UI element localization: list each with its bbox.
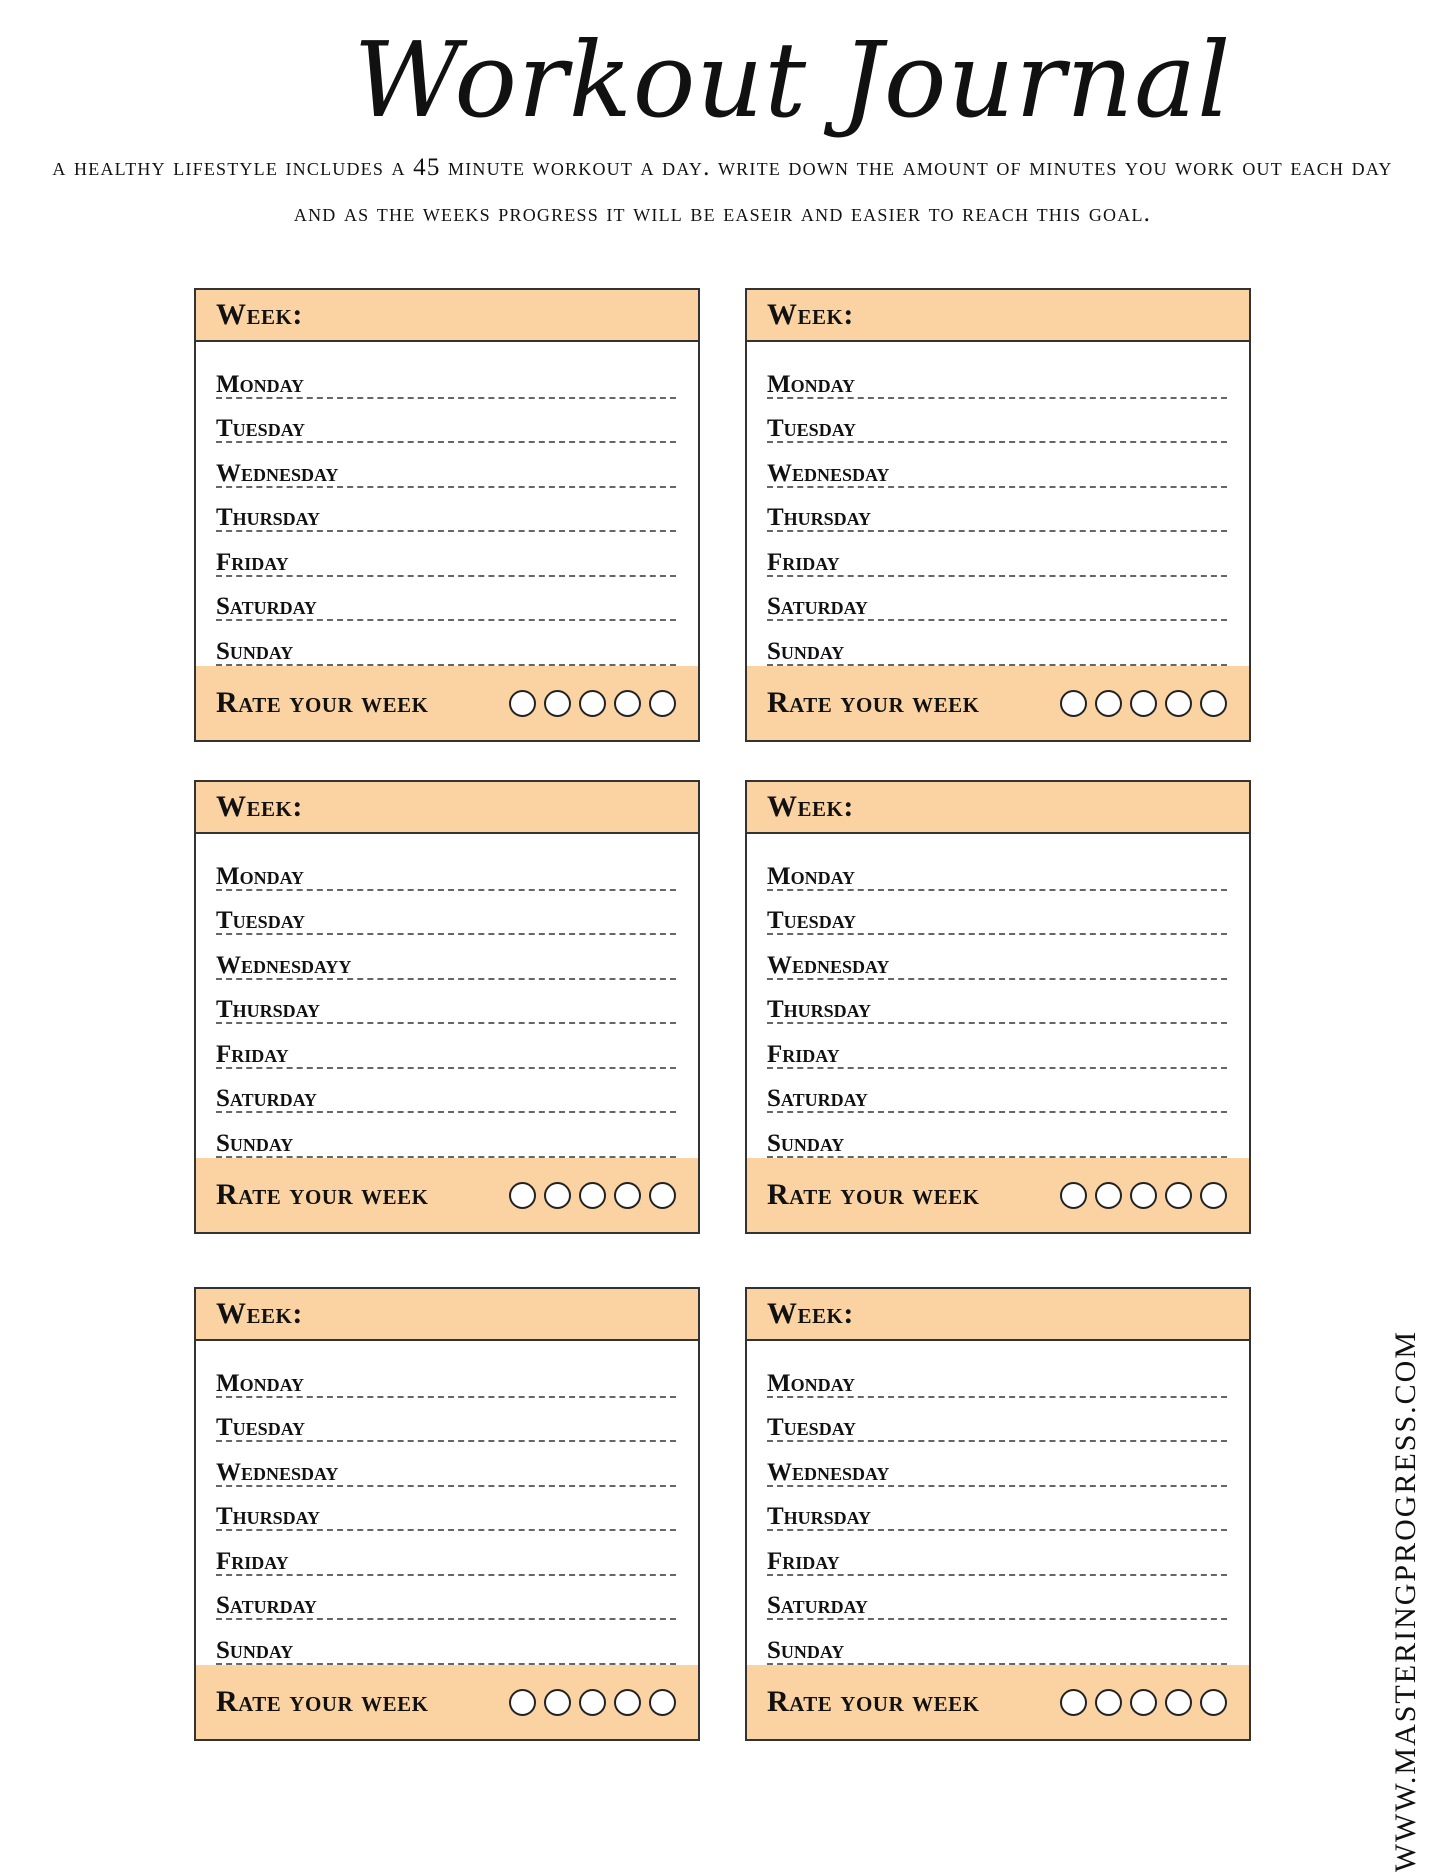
day-label: Tuesday bbox=[767, 907, 857, 934]
day-list bbox=[196, 342, 698, 666]
week-card bbox=[194, 780, 700, 1234]
day-label: Saturday bbox=[767, 1592, 868, 1619]
day-label: Wednesday bbox=[767, 951, 890, 979]
day-label: Tuesday bbox=[767, 1414, 857, 1441]
day-label: Wednesday bbox=[767, 1458, 890, 1486]
rating-circles bbox=[509, 1182, 676, 1209]
day-line[interactable] bbox=[767, 1487, 1227, 1532]
day-label: Sunday bbox=[767, 637, 845, 665]
rating-circle[interactable] bbox=[1060, 1182, 1087, 1209]
rate-label: Rate your week bbox=[216, 1685, 429, 1718]
rate-label: Rate your week bbox=[216, 1178, 429, 1211]
rating-circle[interactable] bbox=[649, 1182, 676, 1209]
day-label: Saturday bbox=[767, 1085, 868, 1112]
day-list bbox=[747, 342, 1249, 666]
rating-circle[interactable] bbox=[614, 1689, 641, 1716]
day-label: Sunday bbox=[216, 1129, 294, 1157]
day-line[interactable] bbox=[216, 1353, 676, 1398]
day-label: Wednesday bbox=[216, 1458, 339, 1486]
day-line[interactable] bbox=[216, 532, 676, 577]
rating-circle[interactable] bbox=[1095, 1689, 1122, 1716]
rating-circle[interactable] bbox=[579, 1182, 606, 1209]
day-line[interactable] bbox=[767, 980, 1227, 1025]
website-url: WWW.MASTERINGPROGRESS.COM bbox=[1389, 1330, 1422, 1872]
rating-circle[interactable] bbox=[614, 690, 641, 717]
day-line[interactable] bbox=[216, 354, 676, 399]
rating-circle[interactable] bbox=[579, 690, 606, 717]
rating-circle[interactable] bbox=[649, 690, 676, 717]
day-label: Sunday bbox=[216, 637, 294, 665]
day-line[interactable] bbox=[767, 1353, 1227, 1398]
day-label: Monday bbox=[767, 1369, 855, 1397]
day-label: Wednesday bbox=[216, 459, 339, 487]
week-label[interactable]: Week: bbox=[767, 790, 854, 823]
day-label: Saturday bbox=[216, 1592, 317, 1619]
day-label: Wednesday bbox=[767, 459, 890, 487]
rating-circle[interactable] bbox=[649, 1689, 676, 1716]
day-line[interactable] bbox=[216, 935, 676, 980]
day-line[interactable] bbox=[767, 1398, 1227, 1443]
day-line[interactable] bbox=[767, 354, 1227, 399]
day-line[interactable] bbox=[216, 399, 676, 444]
day-label: Friday bbox=[767, 1547, 840, 1575]
day-label: Tuesday bbox=[216, 907, 306, 934]
week-card bbox=[194, 1287, 700, 1741]
day-label: Monday bbox=[216, 370, 304, 398]
day-label: Thursday bbox=[767, 504, 872, 531]
rate-footer bbox=[747, 1158, 1249, 1232]
day-label: Sunday bbox=[216, 1636, 294, 1664]
day-line[interactable] bbox=[216, 1576, 676, 1621]
day-line[interactable] bbox=[216, 891, 676, 936]
day-line[interactable] bbox=[767, 488, 1227, 533]
rating-circle[interactable] bbox=[544, 1689, 571, 1716]
day-list bbox=[196, 1341, 698, 1665]
day-line[interactable] bbox=[767, 1113, 1227, 1158]
week-card bbox=[745, 780, 1251, 1234]
rating-circle[interactable] bbox=[1095, 690, 1122, 717]
rating-circles bbox=[1060, 690, 1227, 717]
day-label: Saturday bbox=[216, 593, 317, 620]
day-label: Friday bbox=[216, 548, 289, 576]
rating-circle[interactable] bbox=[1060, 690, 1087, 717]
day-line[interactable] bbox=[767, 577, 1227, 622]
day-list bbox=[196, 834, 698, 1158]
day-label: Friday bbox=[216, 1040, 289, 1068]
day-line[interactable] bbox=[216, 621, 676, 666]
day-label: Thursday bbox=[767, 1503, 872, 1530]
week-header bbox=[747, 782, 1249, 834]
week-header bbox=[196, 782, 698, 834]
day-line[interactable] bbox=[216, 1531, 676, 1576]
day-label: Thursday bbox=[216, 1503, 321, 1530]
day-label: Monday bbox=[767, 370, 855, 398]
day-line[interactable] bbox=[216, 443, 676, 488]
day-label: Tuesday bbox=[216, 1414, 306, 1441]
day-label: Monday bbox=[216, 862, 304, 890]
day-line[interactable] bbox=[216, 1069, 676, 1114]
day-line[interactable] bbox=[767, 891, 1227, 936]
day-line[interactable] bbox=[216, 980, 676, 1025]
week-label[interactable]: Week: bbox=[767, 298, 854, 331]
week-label[interactable]: Week: bbox=[216, 1297, 303, 1330]
rating-circles bbox=[509, 690, 676, 717]
rating-circle[interactable] bbox=[1165, 1689, 1192, 1716]
rating-circle[interactable] bbox=[1165, 1182, 1192, 1209]
week-card bbox=[745, 1287, 1251, 1741]
rate-footer bbox=[747, 666, 1249, 740]
rating-circle[interactable] bbox=[509, 1182, 536, 1209]
week-card bbox=[194, 288, 700, 742]
week-header bbox=[747, 290, 1249, 342]
day-line[interactable] bbox=[767, 1024, 1227, 1069]
rate-label: Rate your week bbox=[216, 686, 429, 719]
intro-text: a healthy lifestyle includes a 45 minute workout a day. write down the amount of minutes you work out each day and as the weeks progress it will be easeir and easier to reach this goal. bbox=[52, 154, 1393, 227]
rating-circle[interactable] bbox=[1200, 1689, 1227, 1716]
rating-circle[interactable] bbox=[1200, 1182, 1227, 1209]
day-label: Thursday bbox=[216, 504, 321, 531]
day-label: Sunday bbox=[767, 1636, 845, 1664]
rate-label: Rate your week bbox=[767, 1178, 980, 1211]
day-line[interactable] bbox=[767, 846, 1227, 891]
day-list bbox=[747, 834, 1249, 1158]
day-line[interactable] bbox=[216, 1113, 676, 1158]
rate-footer bbox=[196, 666, 698, 740]
day-line[interactable] bbox=[767, 1620, 1227, 1665]
day-label: Wednesdayy bbox=[216, 951, 352, 979]
day-line[interactable] bbox=[216, 1620, 676, 1665]
week-label[interactable]: Week: bbox=[216, 298, 303, 331]
rate-label: Rate your week bbox=[767, 1685, 980, 1718]
rate-footer bbox=[747, 1665, 1249, 1739]
rate-footer bbox=[196, 1665, 698, 1739]
rating-circle[interactable] bbox=[614, 1182, 641, 1209]
week-header bbox=[196, 290, 698, 342]
day-line[interactable] bbox=[767, 935, 1227, 980]
day-line[interactable] bbox=[767, 1531, 1227, 1576]
day-label: Saturday bbox=[216, 1085, 317, 1112]
rating-circle[interactable] bbox=[1130, 1689, 1157, 1716]
day-line[interactable] bbox=[216, 1024, 676, 1069]
day-label: Saturday bbox=[767, 593, 868, 620]
day-label: Monday bbox=[767, 862, 855, 890]
day-label: Friday bbox=[767, 548, 840, 576]
day-label: Friday bbox=[216, 1547, 289, 1575]
rating-circles bbox=[1060, 1689, 1227, 1716]
day-line[interactable] bbox=[216, 1442, 676, 1487]
day-line[interactable] bbox=[767, 1576, 1227, 1621]
rating-circle[interactable] bbox=[579, 1689, 606, 1716]
rating-circle[interactable] bbox=[1165, 690, 1192, 717]
rating-circles bbox=[1060, 1182, 1227, 1209]
day-line[interactable] bbox=[216, 1398, 676, 1443]
day-label: Thursday bbox=[216, 996, 321, 1023]
rating-circle[interactable] bbox=[544, 1182, 571, 1209]
day-label: Sunday bbox=[767, 1129, 845, 1157]
page-title: Workout Journal bbox=[353, 19, 1232, 141]
day-line[interactable] bbox=[767, 443, 1227, 488]
week-label[interactable]: Week: bbox=[767, 1297, 854, 1330]
day-line[interactable] bbox=[216, 846, 676, 891]
week-label[interactable]: Week: bbox=[216, 790, 303, 823]
rate-footer bbox=[196, 1158, 698, 1232]
rating-circle[interactable] bbox=[1200, 690, 1227, 717]
day-label: Tuesday bbox=[216, 415, 306, 442]
day-list bbox=[747, 1341, 1249, 1665]
day-label: Monday bbox=[216, 1369, 304, 1397]
rating-circle[interactable] bbox=[509, 1689, 536, 1716]
day-line[interactable] bbox=[767, 399, 1227, 444]
day-line[interactable] bbox=[216, 577, 676, 622]
week-card bbox=[745, 288, 1251, 742]
day-label: Friday bbox=[767, 1040, 840, 1068]
rate-label: Rate your week bbox=[767, 686, 980, 719]
rating-circle[interactable] bbox=[1060, 1689, 1087, 1716]
rating-circle[interactable] bbox=[1095, 1182, 1122, 1209]
day-line[interactable] bbox=[216, 488, 676, 533]
rating-circles bbox=[509, 1689, 676, 1716]
rating-circle[interactable] bbox=[1130, 690, 1157, 717]
rating-circle[interactable] bbox=[509, 690, 536, 717]
rating-circle[interactable] bbox=[544, 690, 571, 717]
day-line[interactable] bbox=[767, 1069, 1227, 1114]
day-label: Thursday bbox=[767, 996, 872, 1023]
day-line[interactable] bbox=[767, 1442, 1227, 1487]
week-header bbox=[196, 1289, 698, 1341]
day-line[interactable] bbox=[216, 1487, 676, 1532]
week-header bbox=[747, 1289, 1249, 1341]
day-label: Tuesday bbox=[767, 415, 857, 442]
day-line[interactable] bbox=[767, 532, 1227, 577]
rating-circle[interactable] bbox=[1130, 1182, 1157, 1209]
day-line[interactable] bbox=[767, 621, 1227, 666]
